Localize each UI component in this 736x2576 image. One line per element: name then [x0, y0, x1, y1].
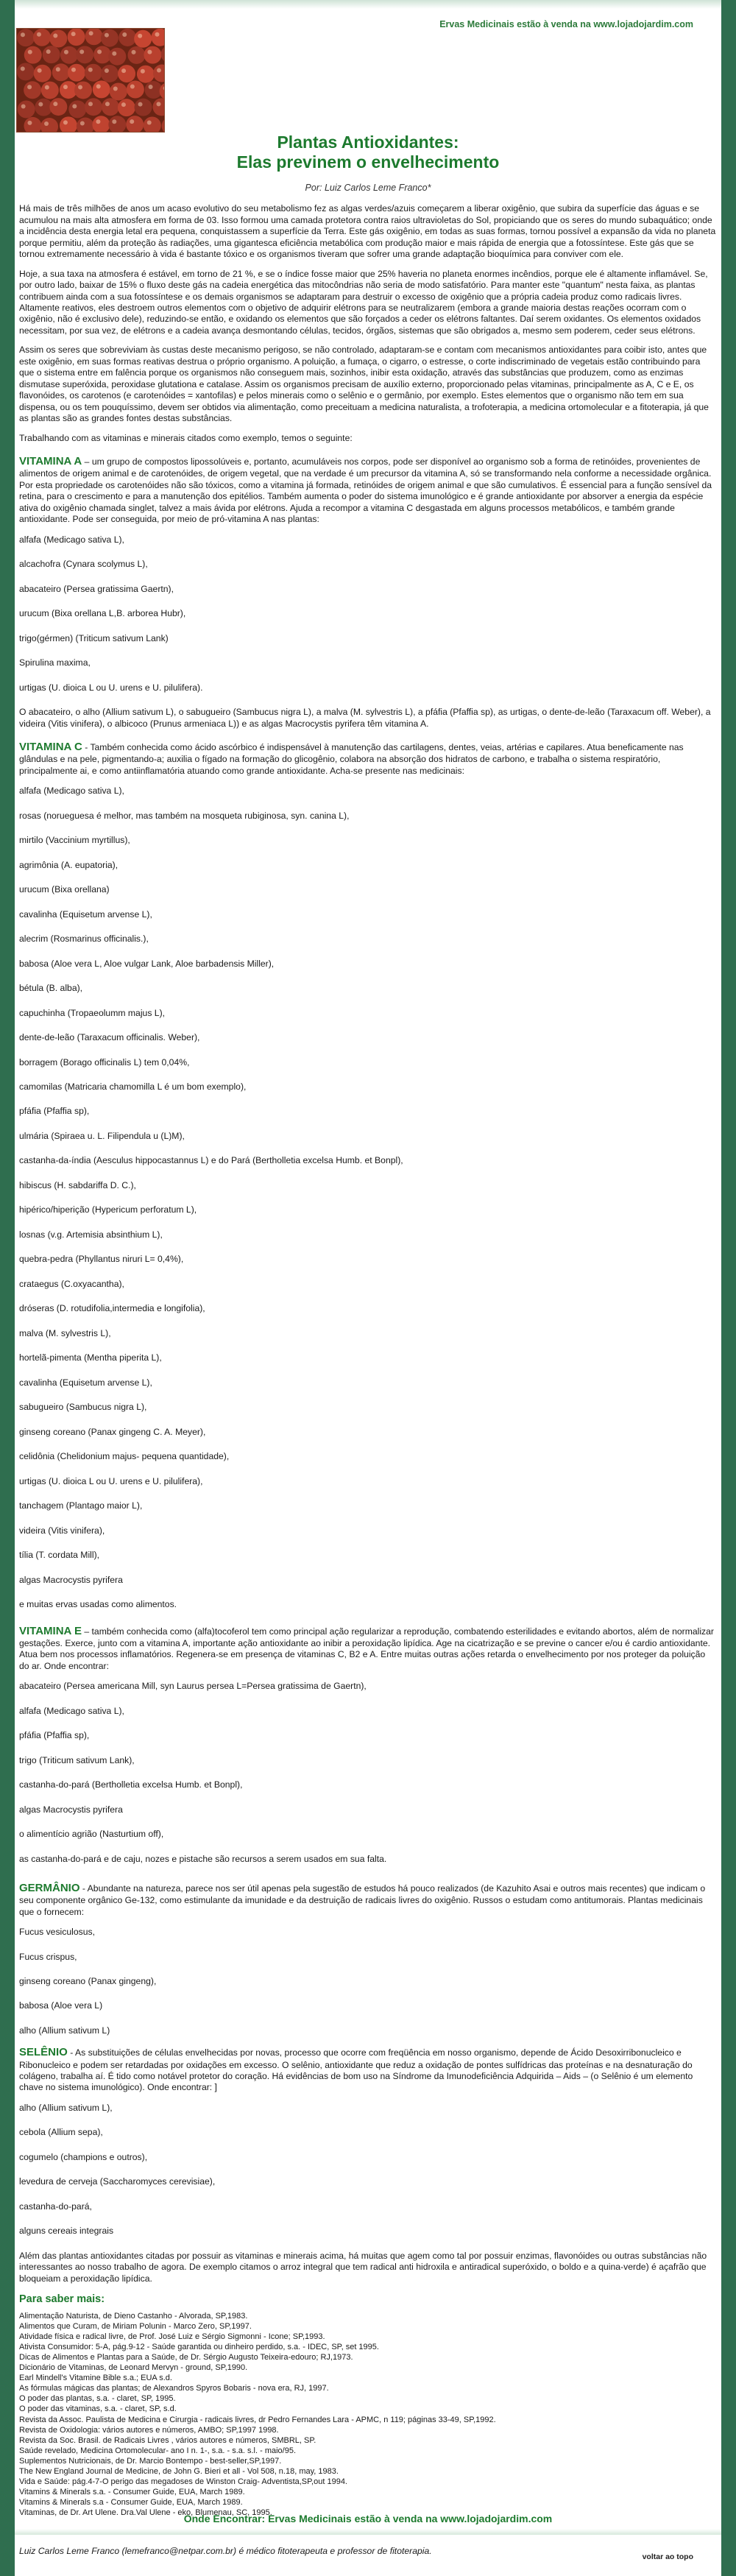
- plant-item: agrimônia (A. eupatoria),: [19, 859, 118, 870]
- section-heading: SELÊNIO: [19, 2046, 68, 2059]
- plant-item: alecrim (Rosmarinus officinalis.),: [19, 934, 149, 945]
- reference-item: Vida e Saúde: pág.4-7-O perigo das megadoses de Winston Craig- Adventista,SP,out 1994.: [19, 2477, 347, 2486]
- section-vitamin-a: [19, 454, 717, 525]
- article: [19, 133, 717, 2566]
- reference-item: O poder das vitaminas, s.a. - claret, SP, s.d.: [19, 2404, 177, 2414]
- plant-item: urucum (Bixa orellana L,B. arborea Hubr),: [19, 608, 186, 619]
- reference-item: Revista de Oxidologia: vários autores e números, AMBO; SP,1997 1998.: [19, 2425, 279, 2435]
- reference-item: As fórmulas mágicas das plantas; de Alexandros Spyros Bobaris - nova era, RJ, 1997.: [19, 2384, 329, 2393]
- plant-item: capuchinha (Tropaeolumm majus L),: [19, 1007, 166, 1018]
- plant-item: castanha-do-pará,: [19, 2201, 92, 2212]
- plant-item: urucum (Bixa orellana): [19, 884, 110, 895]
- reference-item: Vitamins & Minerals s.a - Consumer Guide, EUA, March 1989.: [19, 2498, 243, 2508]
- section-heading: VITAMINA E: [19, 1624, 82, 1637]
- plant-item: algas Macrocystis pyrifera: [19, 1574, 123, 1585]
- references-title: Para saber mais:: [19, 2293, 105, 2306]
- intro-paragraph-2: Hoje, a sua taxa na atmosfera é estável, em torno de 21 %, e se o índice fosse maior que 25% haveria no planeta enormes incêndios, porque ele é altamente inflamável. Se, por outro lado, baixar de 15% o fluxo deste gás na cadeia energética das mitocôndrias não seria de modo satisfatório. Para manter este "quantum" nesta faixa, as plantas contribuem ainda com a sua fotossíntese e os demais organismos se adaptaram para destruir o excesso de oxigênio que a própria cadeia produz como radicais livres. Altamente reativos, eles destroem outros elementos com o objetivo de adquirir elétrons para se neutralizarem (embora a grande maioria destas reações ocorram com o oxigênio, não é exclusivo dele), reduzindo-se então, e oxidando os elementos que são forçados a ceder os elétrons faltantes. Daí serem oxidantes. Os elementos oxidados necessitam, por sua vez, de elétrons e a cadeia avança desmontando células, tecidos, órgãos, sistemas que são obrigados a, mesmo sem poderem, ceder seus elétrons.: [19, 268, 708, 336]
- plant-item: castanha-da-índia (Aesculus hippocastannus L) e do Pará (Bertholletia excelsa Humb. et Bonpl),: [19, 1155, 403, 1166]
- author-line: Por: Luiz Carlos Leme Franco*: [305, 183, 431, 194]
- intro-paragraph-3: Assim os seres que sobreviviam às custas deste mecanismo perigoso, se não controlado, adaptaram-se e contam com mecanismos antioxidantes para coibir isto, antes que este oxigênio, em suas formas reativas destrua o próprio organismo. A poluição, a fumaça, o cigarro, o estresse, o corte indiscriminado de vegetais estão contribuindo para que o sistema entre em falência porque os organismos não conseguem mais, sozinhos, inibir esta oxidação, através das substâncias que produzem, como as enzimas dismutase superóxida, peroxidase glutationa e catalase. Assim os organismos precisam de auxílio externo, proporcionado pelas vitaminas, principalmente as A, C e E, os flavonóides, os carotenos (e carotenóides = xantofilas) e pelos minerais como o selênio e o germânio, por exemplo. Estes elementos que o organismo não tem em sua dispensa, ou os tem pouquíssimo, devem ser obtidos via alimentação, como preceituam a medicina naturalista, a trofoterapia, a medicina ortomolecular e a fitoterapia, já que as plantas são as grandes fontes destas substâncias.: [19, 345, 709, 424]
- plant-item: trigo(gérmen) (Triticum sativum Lank): [19, 632, 169, 643]
- plant-item: alcachofra (Cynara scolymus L),: [19, 559, 148, 570]
- reference-item: Revista da Soc. Brasil. de Radicais Livres , vários autores e números, SMBRL, SP.: [19, 2435, 316, 2445]
- plant-item: hortelã-pimenta (Mentha piperita L),: [19, 1352, 162, 1363]
- plant-list-selenio: [19, 2103, 717, 2237]
- plant-item: malva (M. sylvestris L),: [19, 1327, 111, 1338]
- plant-item: bétula (B. alba),: [19, 983, 83, 994]
- plant-item: cebola (Allium sepa),: [19, 2127, 103, 2138]
- plant-item: videira (Vitis vinifera),: [19, 1525, 105, 1536]
- plant-item: urtigas (U. dioica L ou U. urens e U. pilulifera),: [19, 1475, 203, 1486]
- left-border: [0, 0, 15, 2576]
- top-gradient-bar: [15, 0, 721, 9]
- bottom-gradient-bar: [15, 2529, 721, 2535]
- plant-item: mirtilo (Vaccinium myrtillus),: [19, 835, 130, 846]
- plant-item: sabugueiro (Sambucus nigra L),: [19, 1402, 147, 1413]
- reference-item: Suplementos Nutricionais, de Dr. Marcio Bontempo - best-seller,SP,1997.: [19, 2456, 282, 2466]
- plant-item: castanha-do-pará (Bertholletia excelsa Humb. et Bonpl),: [19, 1779, 243, 1790]
- intro-paragraph-4: Trabalhando com as vitaminas e minerais citados como exemplo, temos o seguinte:: [19, 432, 353, 443]
- reference-item: Saúde revelado, Medicina Ortomolecular- ano I n. 1-, s.a. - s.a. s.l. - maio/95.: [19, 2446, 297, 2455]
- reference-item: Atividade física e radical livre, de Prof. José Luiz e Sérgio Sigmonni - Icone; SP,1993.: [19, 2332, 325, 2341]
- title-line-2: Elas previnem o envelhecimento: [236, 152, 500, 172]
- plant-item: hibiscus (H. sabdariffa D. C.),: [19, 1179, 136, 1190]
- plant-item: as castanha-do-pará e de caju, nozes e pistache são recursos a serem usados em sua falta.: [19, 1853, 387, 1864]
- plant-item: losnas (v.g. Artemisia absinthium L),: [19, 1229, 163, 1240]
- plant-item: pfáfia (Pfaffia sp),: [19, 1106, 90, 1117]
- section-text: - Abundante na natureza, parece nos ser útil apenas pela sugestão de estudos há pouco realizados (de Kazuhito Asai e outros mais recentes) que indicam o seu componente orgânico Ge-132, como estimulante da imunidade e da destruição de radicais livres do oxigênio. Russos o estudam como antitumorais. Plantas medicinais que o fornecem:: [19, 1883, 706, 1917]
- shop-link-bottom[interactable]: Onde Encontrar: Ervas Medicinais estão à venda na www.lojadojardim.com: [183, 2513, 553, 2524]
- reference-item: The New England Journal de Medicine, de John G. Bieri et all - Vol 508, n.18, may, 1983.: [19, 2466, 339, 2476]
- fruit-photo: [16, 28, 165, 133]
- plant-list-vitamin-c: [19, 786, 717, 1610]
- section-text: - As substituições de células envelhecidas por novas, processo que ocorre com freqüência em nosso organismo, depende de Ácido Desoxirribonucleico e Ribonucleico e podem ser retardadas por oxidações em excesso. O selênio, antioxidante que reduz a oxidação de pontes sulfídricas das proteínas e na desnaturação do colágeno, trabalha aí. É tido como notável protetor do coração. Há evidências de bom uso na Síndrome da Imunodeficiência Adquirida – Aids – (o Selênio é um elemento chave no sistema imunológico). Onde encontrar: ]: [19, 2047, 693, 2093]
- reference-item: Dicas de Alimentos e Plantas para a Saúde, de Dr. Sérgio Augusto Teixeira-edouro; RJ,1973.: [19, 2353, 353, 2362]
- section-heading: VITAMINA A: [19, 455, 82, 468]
- plant-item: babosa (Aloe vera L, Aloe vulgar Lank, Aloe barbadensis Miller),: [19, 958, 275, 969]
- reference-item: Revista da Assoc. Paulista de Medicina e Cirurgia - radicais livres, dr Pedro Fernandes Lara - APMC, n 119; páginas 33-49, SP,1992.: [19, 2415, 496, 2424]
- reference-item: Ativista Consumidor: 5-A, pág.9-12 - Saúde garantida ou dinheiro perdido, s.a. - IDEC, SP, set 1995.: [19, 2342, 379, 2351]
- vitamin-a-tail: O abacateiro, o alho (Allium sativum L), o sabugueiro (Sambucus nigra L), a malva (M. sylvestris L), a pfáfia (Pfaffia sp), as urtigas, o dente-de-leão (Taraxacum off. Weber), a videira (Vitis vinifera), o albicoco (Prunus armeniaca L)) e as algas Macrocystis pyrifera têm vitamina A.: [19, 707, 711, 729]
- section-vitamin-e: [19, 1624, 717, 1673]
- plant-item: alho (Allium sativum L): [19, 2025, 110, 2036]
- plant-item: rosas (norueguesa é melhor, mas também na mosqueta rubiginosa, syn. canina L),: [19, 810, 350, 821]
- plant-item: dente-de-leão (Taraxacum officinalis. Weber),: [19, 1032, 200, 1043]
- intro-paragraph-1: Há mais de três milhões de anos um acaso evolutivo do seu metabolismo fez as algas verdes/azuis começarem a liberar oxigênio, que subira da superfície das águas e se acumulou na mais alta atmosfera em forma de 03. Isso formou uma camada protetora contra raios ultravioletas do Sol, propiciando que os seres do mundo subaquático; onde a incidência desta energia letal era pequena, conquistassem a superfície da Terra. Este gás oxigênio, em todas as suas formas, tornou possível a expansão da vida no planeta porque permitiu, além da proteção às radiações, uma gigantesca eficiência metabólica com produção maior e mais rápida de energia que a fotossíntese. Este gás que se tornou extremamente necessário à vida é bastante tóxico e os organismos tiveram que sofrer uma grande adaptação bioquímica para conviver com ele.: [19, 203, 716, 260]
- berries-photo-icon: [17, 29, 164, 132]
- plant-item: alfafa (Medicago sativa L),: [19, 534, 124, 545]
- plant-item: tanchagem (Plantago maior L),: [19, 1500, 143, 1511]
- plant-item: ginseng coreano (Panax gingeng),: [19, 1976, 157, 1986]
- section-text: – também conhecida como (alfa)tocoferol tem como principal ação regularizar a reprodução, combatendo esterilidades e evitando abortos, além de normalizar gestações. Exerce, junto com a vitamina A, importante ação antioxidante ao inibir a peroxidação lipídica. Age na cicatrização e se previne o cancer e/ou é cardio antioxidante. Atua bem nos processos inflamatórios. Regenera-se em presença de vitaminas C, B2 e A. Entre muitas outras ações retarda o envelhecimento por nos proteger da poluição do ar. Onde encontrar:: [19, 1626, 714, 1671]
- plant-item: ginseng coreano (Panax gingeng C. A. Meyer),: [19, 1426, 206, 1437]
- plant-item: ulmária (Spiraea u. L. Filipendula u (L)M),: [19, 1130, 185, 1141]
- section-heading: GERMÂNIO: [19, 1882, 80, 1895]
- reference-item: Vitamins & Minerals s.a. - Consumer Guide, EUA, March 1989.: [19, 2488, 245, 2497]
- reference-item: Alimentação Naturista, de Dieno Castanho - Alvorada, SP,1983.: [19, 2311, 248, 2321]
- plant-item: algas Macrocystis pyrifera: [19, 1804, 123, 1815]
- shop-link-top[interactable]: Ervas Medicinais estão à venda na www.lojadojardim.com: [439, 19, 693, 29]
- section-text: – um grupo de compostos lipossolúveis e, portanto, acumuláveis nos corpos, pode ser disponível ao organismo sob a forma de retinóides, provenientes de alimentos de origem animal e de carotenóides, de origem vegetal, que na verdade é um precursor da vitamina A, só se transformando nela conforme a necessidade orgânica. Por esta propriedade os carotenóides não são tóxicos, como a vitamina já formada, retinóides de origem animal e que são cumulativos. É essencial para a função sensível da retina, para o crescimento e para a manutenção dos epitélios. Também aumenta o poder do sistema imunológico e é grande antioxidante por absorver a energia da espécie ativa do oxigênio chamada singlet, talvez a mais ávida por elétrons. Ajuda a recompor a vitamina C desgastada em alguns processos metabólicos, e também grande antioxidante. Pode ser conseguida, por meio de pró-vitamina A nas plantas:: [19, 456, 712, 525]
- plant-item: camomilas (Matricaria chamomilla L é um bom exemplo),: [19, 1081, 247, 1092]
- section-selenio: [19, 2045, 717, 2094]
- plant-item: crataegus (C.oxyacantha),: [19, 1278, 124, 1289]
- plant-item: dróseras (D. rotudifolia,intermedia e longifolia),: [19, 1303, 205, 1314]
- plant-item: babosa (Aloe vera L): [19, 2000, 103, 2011]
- section-vitamin-c: [19, 740, 717, 777]
- references-list: [19, 2311, 717, 2519]
- plant-item: celidônia (Chelidonium majus- pequena quantidade),: [19, 1451, 230, 1462]
- plant-item: abacateiro (Persea americana Mill, syn Laurus persea L=Persea gratissima de Gaertn),: [19, 1681, 367, 1692]
- reference-item: Earl Mindell's Vitamine Bible s.a.; EUA s.d.: [19, 2374, 172, 2383]
- section-text: - Também conhecida como ácido ascórbico é indispensável à manutenção das cartilagens, dentes, veias, artérias e capilares. Atua beneficamente nas glândulas e na pele, pigmentando-a; auxilia o fígado na formação do glicogênio, colabora na absorção dos hidratos de carbono, e trabalha o sistema respiratório, principalmente ai, e como antiinflamatória atuando como grande antioxidante. Acha-se presente nas medicinais:: [19, 742, 684, 776]
- reference-item: O poder das plantas, s.a. - claret, SP, 1995.: [19, 2394, 176, 2404]
- plant-item: alho (Allium sativum L),: [19, 2102, 113, 2113]
- plant-item: hipérico/hiperição (Hypericum perforatum L),: [19, 1204, 197, 1215]
- plant-item: pfáfia (Pfaffia sp),: [19, 1730, 90, 1741]
- plant-item: Spirulina maxima,: [19, 657, 91, 668]
- plant-item: borragem (Borago officinalis L) tem 0,04%,: [19, 1056, 190, 1068]
- closing-paragraph: Além das plantas antioxidantes citadas por possuir as vitaminas e minerais acima, há muitas que agem como tal por possuir enzimas, flavonóides ou outras substâncias não interessantes ao nosso trabalho de agora. De exemplo citamos o arroz integral que tem radical anti hidroxila e antiradical superóxido, o boldo e a quina-verde) é açafrão que bloqueiam a peroxidação lipídica.: [19, 2250, 707, 2284]
- section-germanio: [19, 1881, 717, 1918]
- back-to-top-link[interactable]: voltar ao topo: [642, 2552, 693, 2561]
- plant-list-vitamin-a: [19, 534, 717, 694]
- plant-item: tília (T. cordata Mill),: [19, 1550, 100, 1561]
- plant-item: trigo (Triticum sativum Lank),: [19, 1754, 135, 1765]
- plant-item: alguns cereais integrais: [19, 2226, 114, 2237]
- plant-item: Fucus crispus,: [19, 1951, 77, 1962]
- plant-item: o alimentício agrião (Nasturtium off),: [19, 1829, 164, 1840]
- plant-item: abacateiro (Persea gratissima Gaertn),: [19, 583, 174, 594]
- plant-item: alfafa (Medicago sativa L),: [19, 786, 124, 797]
- plant-item: alfafa (Medicago sativa L),: [19, 1705, 124, 1716]
- reference-item: Vitaminas, de Dr. Art Ulene. Dra.Val Ulene - eko, Blumenau, SC, 1995.: [19, 2508, 272, 2518]
- plant-item: cavalinha (Equisetum arvense L),: [19, 1377, 152, 1388]
- plant-item: Fucus vesiculosus,: [19, 1927, 95, 1938]
- plant-item: quebra-pedra (Phyllantus niruri L= 0,4%),: [19, 1254, 184, 1265]
- reference-item: Dicionário de Vitaminas, de Leonard Mervyn - ground, SP,1990.: [19, 2363, 248, 2373]
- plant-item: levedura de cerveja (Saccharomyces cerevisiae),: [19, 2176, 216, 2187]
- section-heading: VITAMINA C: [19, 741, 82, 754]
- plant-item: cogumelo (champions e outros),: [19, 2151, 148, 2162]
- plant-item: urtigas (U. dioica L ou U. urens e U. pilulifera).: [19, 682, 203, 693]
- plant-list-vitamin-e: [19, 1681, 717, 1865]
- title-line-1: Plantas Antioxidantes:: [277, 133, 459, 152]
- plant-item: e muitas ervas usadas como alimentos.: [19, 1599, 177, 1610]
- right-border: [721, 0, 736, 2576]
- page-title: [19, 133, 717, 172]
- plant-item: cavalinha (Equisetum arvense L),: [19, 908, 152, 920]
- reference-item: Alimentos que Curam, de Miriam Polunin - Marco Zero, SP,1997.: [19, 2321, 252, 2331]
- plant-list-germanio: [19, 1927, 717, 2036]
- author-credit: Luiz Carlos Leme Franco (lemefranco@netpar.com.br) é médico fitoterapeuta e professor de fitoterapia.: [19, 2546, 432, 2557]
